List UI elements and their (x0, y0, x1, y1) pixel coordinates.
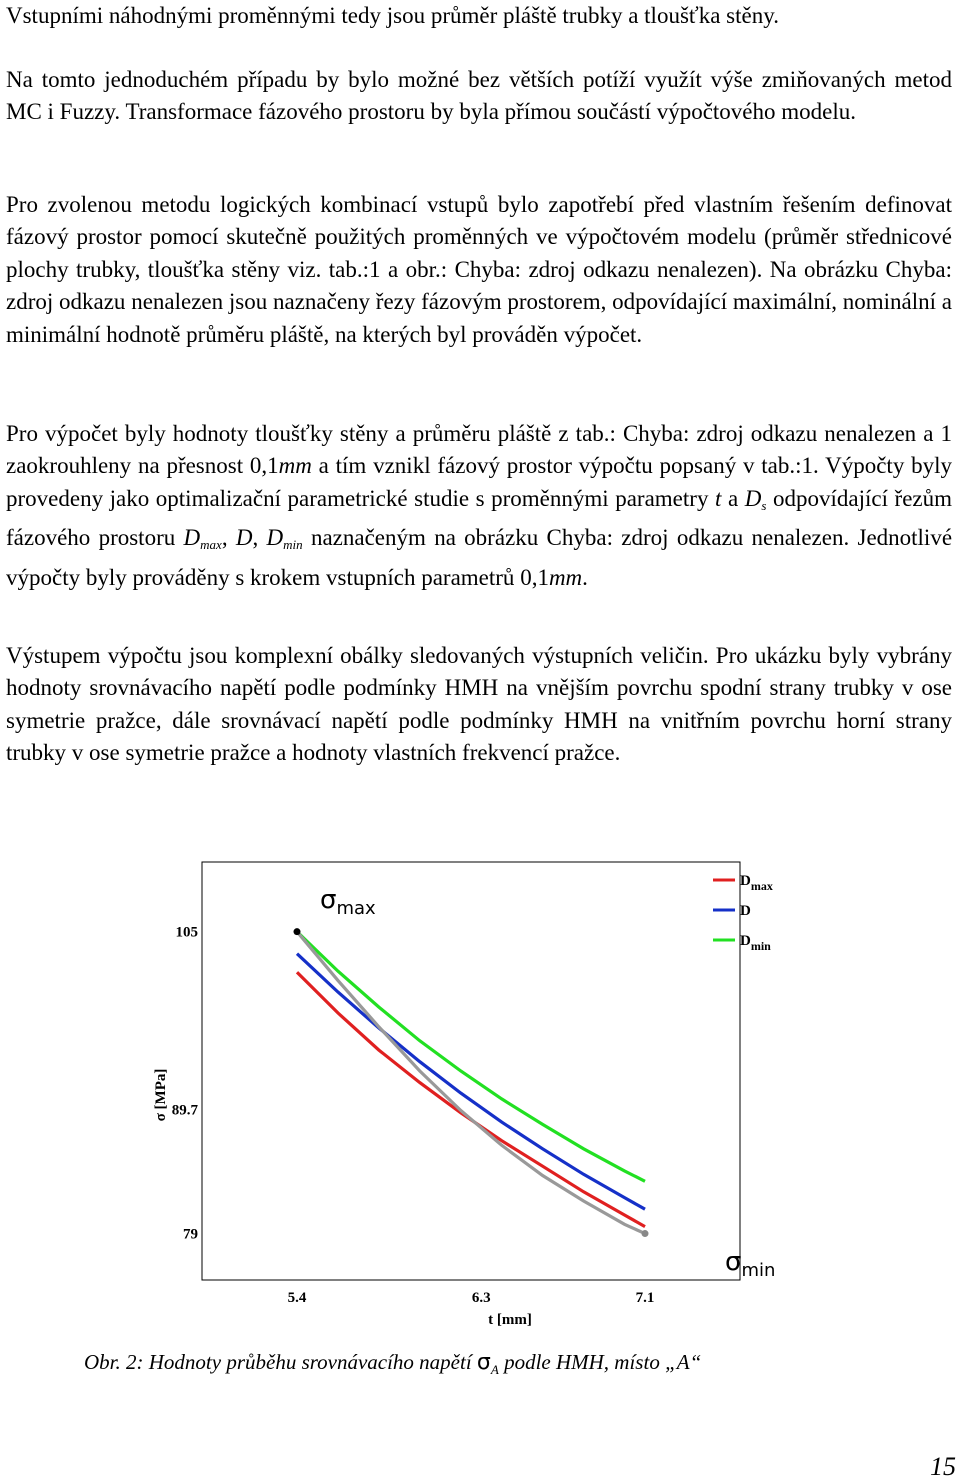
p4-text-c: a (727, 485, 739, 511)
x-tick-label-3: 7.1 (635, 1290, 655, 1306)
paragraph-3: Pro zvolenou metodu logických kombinací vstupů bylo zapotřebí před vlastním řešením definovat fázový prostor pomocí skutečně použitých proměnných ve výpočtovém modelu (průměr střednicové plochy trubky, tloušťka stěny viz. tab.:1 a obr.: Chyba: zdroj odkazu nenalezen). Na obrázku Chyba: zdroj odkazu nenalezen jsou naznačeny řezy fázovým prostorem, odpovídající maximální, nominální a minimální hodnotě průměru pláště, na kterých byl prováděn výpočet. (6, 192, 952, 347)
d-list: $D_{max}$, D, $D_{min}$ (183, 525, 303, 553)
paragraph-5: Výstupem výpočtu jsou komplexní obálky sledovaných výstupních veličin. Pro ukázku byly vybrány hodnoty srovnávacího napětí podle podmínky HMH na vnějším povrchu spodní strany trubky v ose symetrie pražce, dále srovnávací napětí podle podmínky HMH na vnitřním povrchu horní strany trubky v ose symetrie pražce a hodnoty vlastních frekvencí pražce. (6, 643, 952, 766)
legend-label-2: D (740, 903, 751, 919)
param-ds: $D_s$ (744, 485, 767, 513)
x-tick-label-2: 6.3 (471, 1290, 491, 1306)
p4-text-a: Pro výpočet byly hodnoty tloušťky stěny a průměru pláště z tab.: Chyba: zdroj odkazu nenalezen a 1 zaokrouhleny na přesnost (6, 421, 952, 479)
page-number: 15 (930, 1452, 956, 1481)
x-tick-label-1: 5.4 (287, 1290, 307, 1306)
annotation-sigma-min: $\sigma_{min}$ (725, 1247, 776, 1281)
p4-text-d: odpovídající řezům fázového prostoru (6, 485, 953, 551)
y-axis-label: σ [MPa] (153, 1068, 169, 1122)
annotation-sigma-max: $\sigma_{max}$ (320, 885, 376, 919)
step-value: 0,1mm (520, 564, 583, 590)
paragraph-2: Na tomto jednoduchém případu by bylo možné bez větších potíží využít výše zmiňovaných metod MC i Fuzzy. Transformace fázového prostoru by byla přímou součástí výpočtového modelu. (6, 67, 952, 125)
paragraph-1: Vstupními náhodnými proměnnými tedy jsou průměr pláště trubky a tloušťka stěny. (6, 3, 779, 28)
plot-frame (202, 862, 740, 1280)
p4-text-b: a tím vznikl fázový prostor výpočtu popsaný v tab.:1. Výpočty byly provedeny jako optimalizační parametrické studie s proměnnými parametry (6, 453, 952, 511)
point-marker-2 (642, 1230, 649, 1237)
y-tick-label-3: 79 (183, 1226, 198, 1243)
precision-value: 0,1mm (249, 453, 312, 479)
y-tick-label-1: 105 (175, 924, 198, 941)
y-tick-label-2: 89.7 (171, 1102, 198, 1119)
legend-label-3: $D_{min}$ (740, 933, 771, 953)
point-marker-1 (294, 928, 301, 935)
legend-label-1: $D_{max}$ (740, 873, 773, 893)
chart-legend (713, 873, 773, 953)
stress-chart (130, 850, 830, 1330)
series-line-3 (297, 932, 645, 1182)
figure-caption: Obr. 2: Hodnoty průběhu srovnávacího napětí $\sigma_A$ podle HMH, místo „A“ (84, 1350, 702, 1377)
paragraph-4: Pro výpočet byly hodnoty tloušťky stěny a průměru pláště z tab.: Chyba: zdroj odkazu nenalezen a 1 zaokrouhleny na přesnost 0,1mm a tím vznikl fázový prostor výpočtu popsaný v tab.:1. Výpočty byly provedeny jako optimalizační parametrické studie s proměnnými parametry t a $D_s$ odpovídající řezům fázového prostoru $D_{max}$, D, $D_{min}$ naznačeným na obrázku Chyba: zdroj odkazu nenalezen. Jednotlivé výpočty byly prováděny s krokem vstupních parametrů 0,1mm. (6, 421, 953, 590)
p4-text-e: naznačeným na obrázku Chyba: zdroj odkazu nenalezen. Jednotlivé výpočty byly prováděny s krokem vstupních parametrů (6, 525, 953, 590)
series-line-4 (297, 932, 645, 1234)
x-axis-label: t [mm] (488, 1312, 532, 1328)
param-t: t (715, 485, 722, 511)
